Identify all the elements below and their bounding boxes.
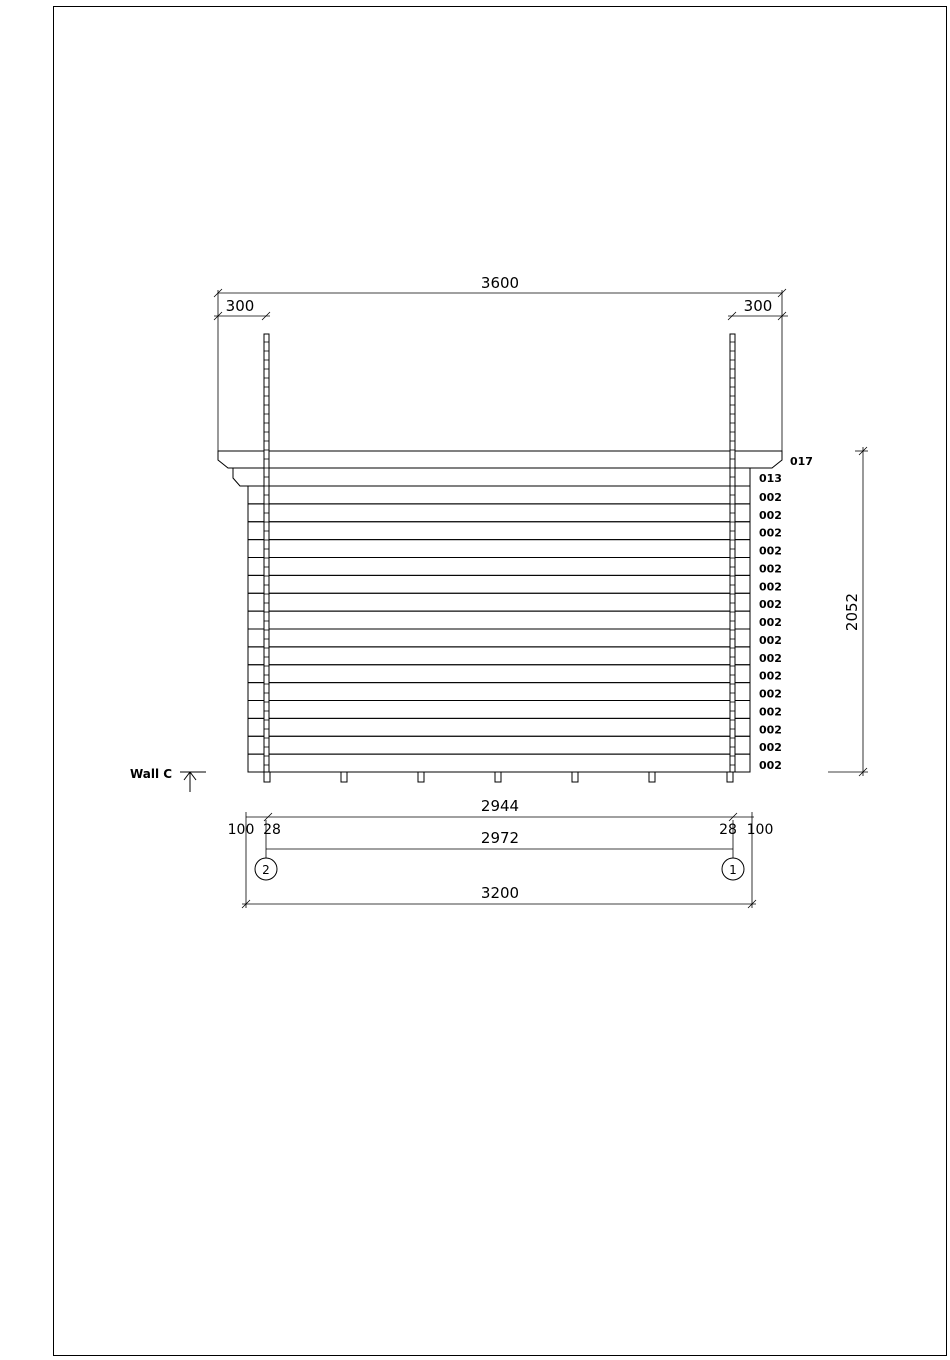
dim-300-right: 300: [743, 297, 773, 315]
floor-joists: [264, 772, 733, 782]
dim-100-right: 100: [746, 822, 774, 838]
post-right: [730, 334, 735, 772]
dim-28-left: 28: [263, 822, 281, 838]
wall-log: [248, 754, 750, 772]
part-label-013: 013: [759, 472, 782, 485]
wall-log: [248, 736, 750, 754]
axis-marker-right: [722, 858, 744, 880]
dim-3200: 3200: [480, 884, 520, 902]
dim-3600: 3600: [480, 274, 520, 292]
part-label-log: 002: [759, 669, 782, 683]
part-label-log: 002: [759, 508, 782, 522]
part-label-log: 002: [759, 526, 782, 540]
wall-log: [248, 647, 750, 665]
part-label-log: 002: [759, 562, 782, 576]
part-label-log: 002: [759, 580, 782, 594]
part-labels: [759, 455, 813, 772]
wall-log: [248, 522, 750, 540]
wall-marker: [130, 767, 206, 792]
wall-log: [248, 558, 750, 576]
post-left: [264, 334, 269, 772]
dimension-overhang-right: [728, 297, 788, 320]
part-label-017: 017: [790, 455, 813, 468]
wall-log: [248, 575, 750, 593]
dimension-axis-width: [266, 820, 733, 858]
dim-100-left: 100: [227, 822, 255, 838]
axis-label-2: 2: [262, 863, 270, 877]
part-label-log: 002: [759, 490, 782, 504]
wall-log: [248, 629, 750, 647]
part-label-log: 002: [759, 705, 782, 719]
part-label-log: 002: [759, 687, 782, 701]
part-label-log: 002: [759, 723, 782, 737]
axis-marker-left: [255, 858, 277, 880]
beam-013: [233, 468, 750, 486]
dimension-overhang-left: [214, 297, 270, 320]
part-label-log: 002: [759, 544, 782, 558]
part-label-log: 002: [759, 651, 782, 665]
dim-2972: 2972: [480, 829, 520, 847]
wall-logs: [248, 486, 750, 772]
dimension-height: [828, 447, 868, 776]
dim-2052: 2052: [843, 592, 861, 632]
part-label-log: 002: [759, 633, 782, 647]
wall-log: [248, 486, 750, 504]
wall-log: [248, 593, 750, 611]
part-label-log: 002: [759, 616, 782, 629]
wall-label: Wall C: [130, 767, 173, 781]
wall-log: [248, 718, 750, 736]
dimension-base-width: [242, 884, 756, 908]
wall-log: [248, 540, 750, 558]
dimension-overall-width: [214, 274, 786, 460]
wall-log: [248, 504, 750, 522]
wall-log: [248, 701, 750, 719]
part-label-log: 002: [759, 741, 782, 755]
part-label-log: 002: [759, 759, 782, 772]
dim-28-right: 28: [719, 822, 737, 838]
wall-log: [248, 683, 750, 701]
dim-300-left: 300: [225, 297, 255, 315]
wall-log: [248, 665, 750, 683]
wall-log: [248, 611, 750, 629]
beam-017: [218, 451, 782, 468]
dim-2944: 2944: [480, 797, 520, 815]
axis-label-1: 1: [729, 863, 737, 877]
part-label-log: 002: [759, 598, 782, 612]
